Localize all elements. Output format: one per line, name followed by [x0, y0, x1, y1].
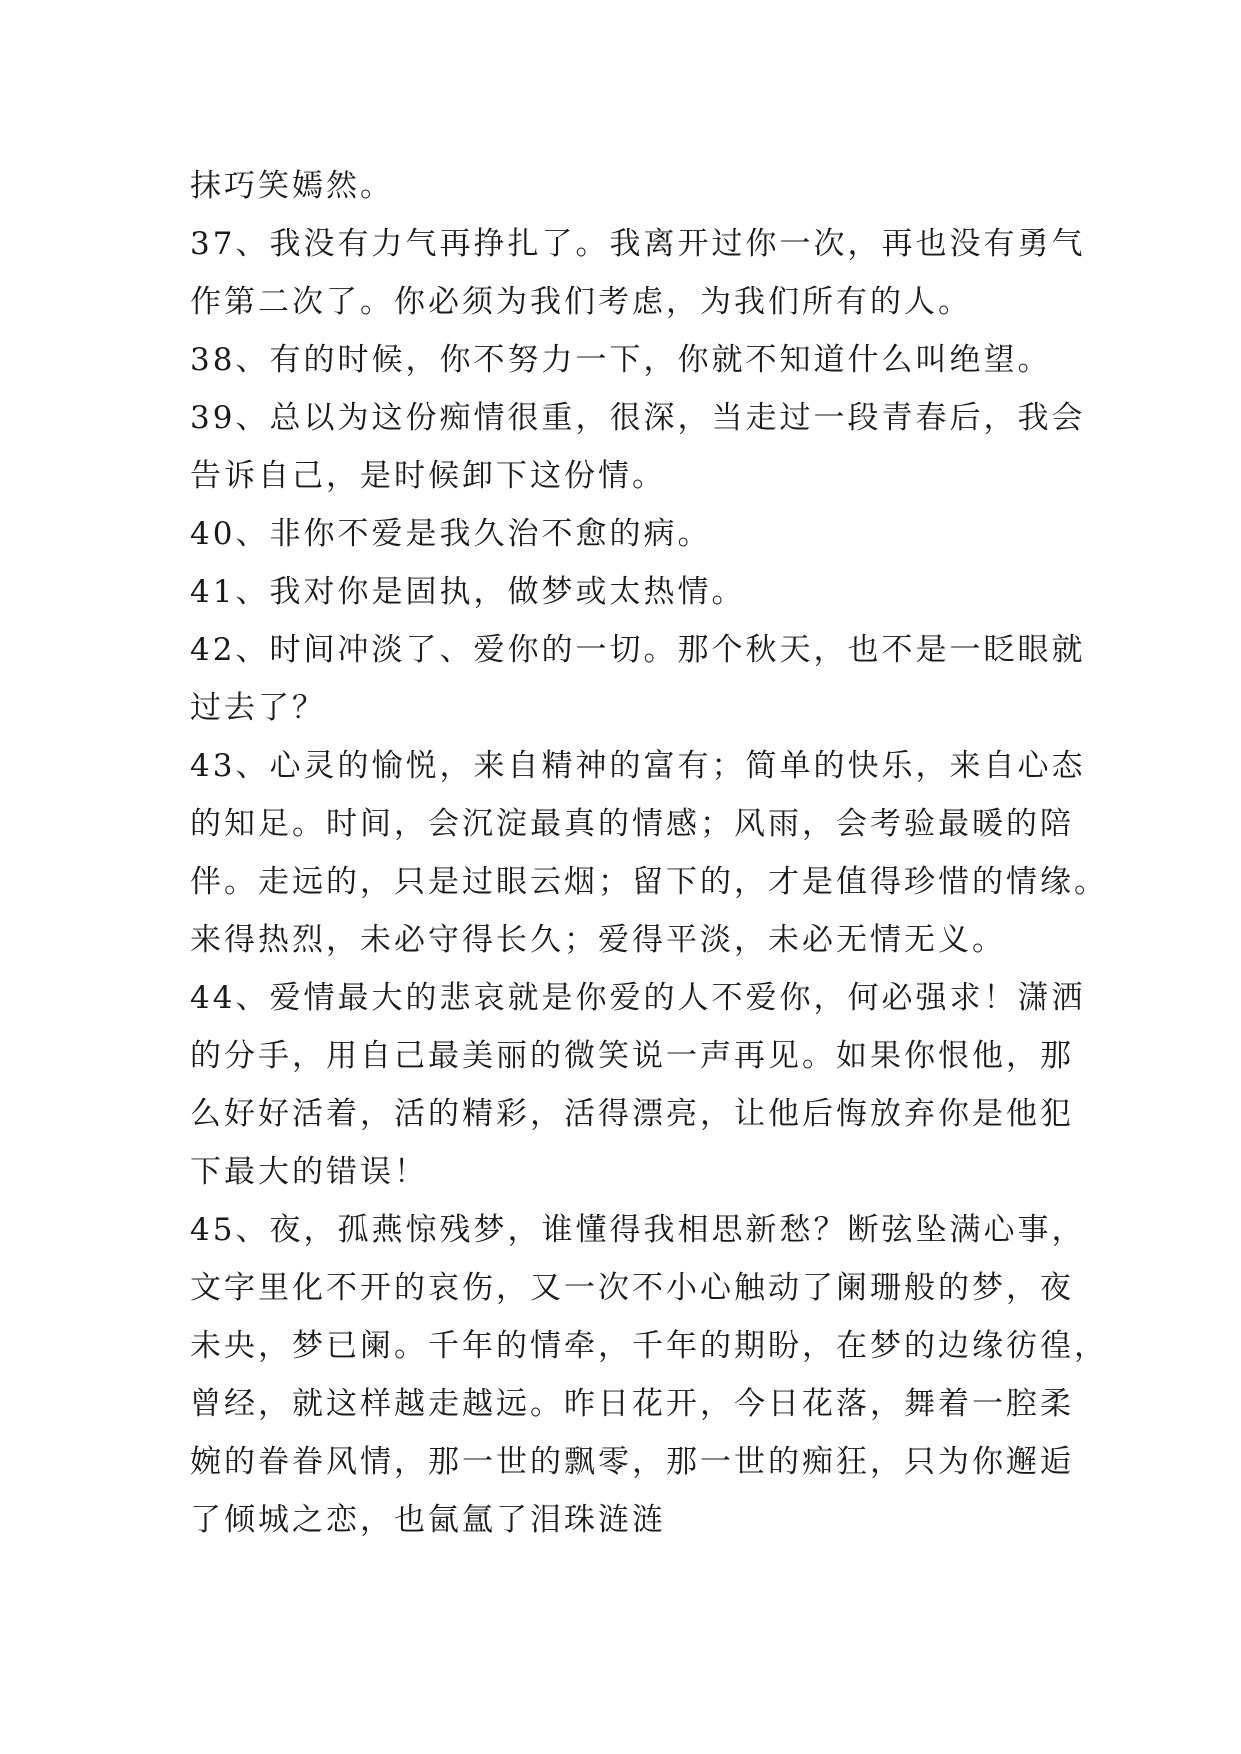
text-line: 的分手，用自己最美丽的微笑说一声再见。如果你恨他，那 — [190, 1038, 1074, 1074]
text-line: 38、有的时候，你不努力一下，你就不知道什么叫绝望。 — [190, 342, 1052, 378]
text-line: 来得热烈，未必守得长久；爱得平淡，未必无情无义。 — [190, 922, 1006, 958]
text-line: 曾经，就这样越走越远。昨日花开，今日花落，舞着一腔柔 — [190, 1386, 1074, 1422]
text-line: 下最大的错误！ — [190, 1154, 428, 1190]
text-line: 41、我对你是固执，做梦或太热情。 — [190, 574, 746, 610]
text-line: 44、爱情最大的悲哀就是你爱的人不爱你，何必强求！潇洒 — [190, 980, 1086, 1016]
text-line: 了倾城之恋，也氤氲了泪珠涟涟 — [190, 1502, 666, 1538]
text-line: 未央，梦已阑。千年的情牵，千年的期盼，在梦的边缘彷徨， — [190, 1328, 1108, 1364]
text-line: 45、夜，孤燕惊残梦，谁懂得我相思新愁？断弦坠满心事， — [190, 1212, 1086, 1248]
text-line: 文字里化不开的哀伤，又一次不小心触动了阑珊般的梦，夜 — [190, 1270, 1074, 1306]
text-line: 么好好活着，活的精彩，活得漂亮，让他后悔放弃你是他犯 — [190, 1096, 1074, 1132]
text-line: 告诉自己，是时候卸下这份情。 — [190, 458, 666, 494]
text-line: 的知足。时间，会沉淀最真的情感；风雨，会考验最暖的陪 — [190, 806, 1074, 842]
text-line: 伴。走远的，只是过眼云烟；留下的，才是值得珍惜的情缘。 — [190, 864, 1108, 900]
text-line: 42、时间冲淡了、爱你的一切。那个秋天，也不是一眨眼就 — [190, 632, 1086, 668]
text-line: 43、心灵的愉悦，来自精神的富有；简单的快乐，来自心态 — [190, 748, 1086, 784]
body-text — [190, 157, 1108, 1549]
text-line: 37、我没有力气再挣扎了。我离开过你一次，再也没有勇气 — [190, 226, 1086, 262]
text-line: 作第二次了。你必须为我们考虑，为我们所有的人。 — [190, 284, 972, 320]
text-line: 婉的眷眷风情，那一世的飘零，那一世的痴狂，只为你邂逅 — [190, 1444, 1074, 1480]
text-line: 39、总以为这份痴情很重，很深，当走过一段青春后，我会 — [190, 400, 1086, 436]
text-line: 抹巧笑嫣然。 — [190, 168, 394, 204]
text-line: 过去了？ — [190, 690, 326, 726]
text-line: 40、非你不爱是我久治不愈的病。 — [190, 516, 712, 552]
